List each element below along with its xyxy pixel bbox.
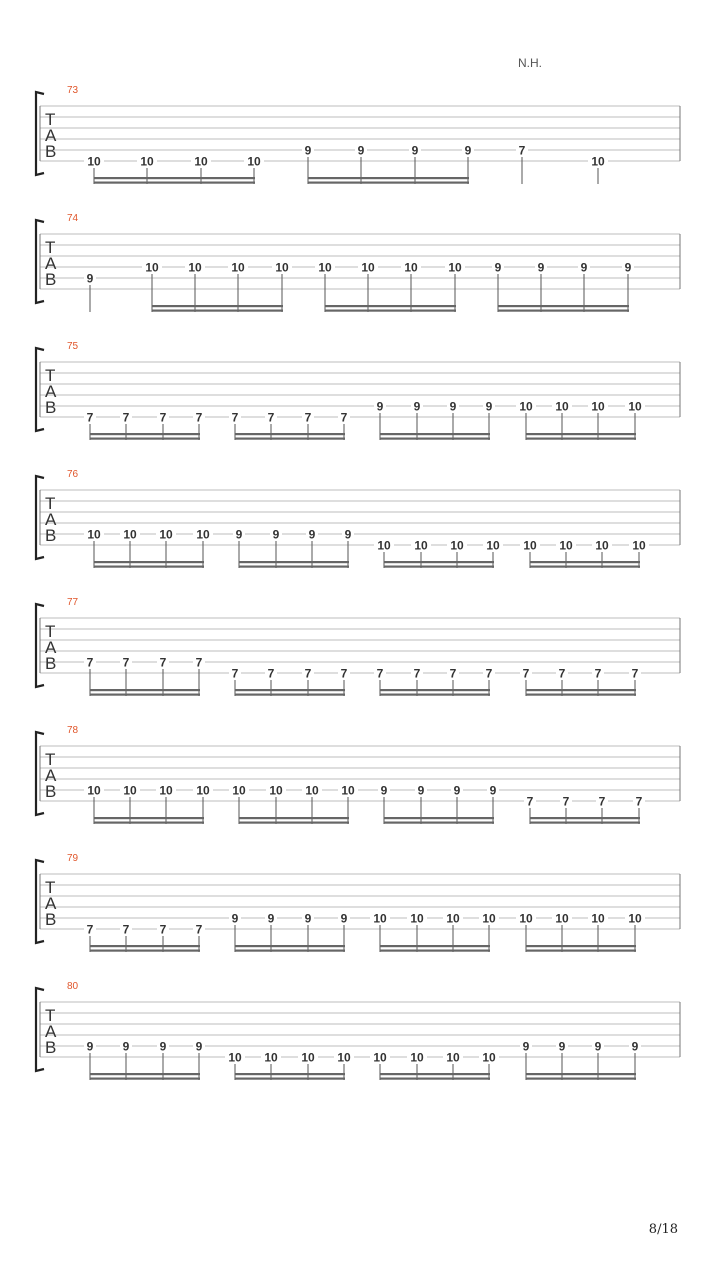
beam [530,566,640,568]
fret-number: 10 [196,527,210,542]
fret-number: 9 [304,143,312,158]
fret-number: 10 [404,260,418,275]
beam [384,561,494,563]
fret-number: 7 [631,666,639,681]
beam [526,433,636,435]
tab-letter-a: A [45,894,57,913]
fret-number: 10 [628,911,642,926]
fret-number: 9 [411,143,419,158]
tab-letter-b: B [45,1038,57,1057]
fret-number: 7 [304,410,312,425]
fret-number: 9 [417,783,425,798]
fret-number: 10 [341,783,355,798]
tab-letter-b: B [45,910,57,929]
beam [380,945,490,947]
beam [380,1078,490,1080]
beam [94,182,255,184]
fret-number: 7 [558,666,566,681]
fret-number: 10 [123,783,137,798]
fret-number: 9 [267,911,275,926]
fret-number: 9 [631,1039,639,1054]
fret-number: 9 [376,399,384,414]
fret-number: 9 [522,1039,530,1054]
fret-number: 7 [526,794,534,809]
beam [90,945,200,947]
measure-number: 80 [67,981,79,992]
beam [384,566,494,568]
tab-system [36,981,680,1080]
tab-letter-b: B [45,654,57,673]
fret-number: 10 [482,911,496,926]
fret-number: 9 [558,1039,566,1054]
fret-number: 10 [188,260,202,275]
fret-number: 10 [591,154,605,169]
fret-number: 7 [340,410,348,425]
fret-number: 9 [231,911,239,926]
natural-harmonic-annotation: N.H. [518,56,542,70]
fret-number: 9 [272,527,280,542]
fret-number: 9 [624,260,632,275]
beam [94,822,204,824]
beam [526,694,636,696]
tab-letter-b: B [45,270,57,289]
tab-letter-t: T [45,238,56,257]
fret-number: 9 [594,1039,602,1054]
fret-number: 10 [632,538,646,553]
fret-number: 9 [489,783,497,798]
beam [526,1078,636,1080]
fret-number: 7 [231,410,239,425]
fret-number: 10 [555,399,569,414]
measure-number: 78 [67,725,79,736]
fret-number: 7 [159,655,167,670]
tab-letter-t: T [45,366,56,385]
fret-number: 10 [275,260,289,275]
beam [239,566,349,568]
fret-number: 9 [344,527,352,542]
tab-letter-a: A [45,510,57,529]
beam [235,438,345,440]
tab-letter-a: A [45,382,57,401]
measure-number: 73 [67,85,79,96]
beam [498,310,629,312]
beam [325,310,456,312]
fret-number: 7 [231,666,239,681]
fret-number: 10 [373,1050,387,1065]
tab-letter-b: B [45,398,57,417]
fret-number: 10 [87,154,101,169]
fret-number: 10 [264,1050,278,1065]
beam [526,1073,636,1075]
tab-letter-t: T [45,622,56,641]
fret-number: 9 [413,399,421,414]
fret-number: 10 [337,1050,351,1065]
fret-number: 10 [410,911,424,926]
beam [235,689,345,691]
beam [308,182,469,184]
fret-number: 7 [485,666,493,681]
tab-system [36,597,680,696]
fret-number: 7 [267,410,275,425]
fret-number: 7 [195,922,203,937]
beam [94,561,204,563]
fret-number: 9 [122,1039,130,1054]
beam [380,433,490,435]
beam [239,561,349,563]
fret-number: 10 [448,260,462,275]
fret-number: 10 [373,911,387,926]
fret-number: 7 [449,666,457,681]
fret-number: 9 [304,911,312,926]
tab-system [36,341,680,440]
beam [235,694,345,696]
fret-number: 10 [361,260,375,275]
fret-number: 7 [304,666,312,681]
tab-system [36,469,680,568]
fret-number: 10 [305,783,319,798]
tab-letter-t: T [45,878,56,897]
fret-number: 9 [485,399,493,414]
tab-letter-b: B [45,526,57,545]
fret-number: 9 [449,399,457,414]
beam [235,1073,345,1075]
beam [526,438,636,440]
fret-number: 7 [635,794,643,809]
fret-number: 9 [494,260,502,275]
beam [498,305,629,307]
fret-number: 9 [357,143,365,158]
fret-number: 10 [318,260,332,275]
beam [526,945,636,947]
fret-number: 7 [267,666,275,681]
beam [380,694,490,696]
tab-letter-t: T [45,750,56,769]
beam [90,438,200,440]
fret-number: 7 [518,143,526,158]
fret-number: 7 [522,666,530,681]
fret-number: 10 [377,538,391,553]
fret-number: 7 [376,666,384,681]
tab-letter-a: A [45,254,57,273]
fret-number: 10 [140,154,154,169]
fret-number: 10 [231,260,245,275]
measure-number: 74 [67,213,79,224]
tab-letter-a: A [45,766,57,785]
fret-number: 10 [194,154,208,169]
fret-number: 10 [269,783,283,798]
fret-number: 7 [86,922,94,937]
fret-number: 7 [86,655,94,670]
fret-number: 9 [159,1039,167,1054]
beam [94,566,204,568]
fret-number: 9 [235,527,243,542]
beam [380,438,490,440]
fret-number: 7 [413,666,421,681]
fret-number: 7 [195,410,203,425]
fret-number: 10 [446,1050,460,1065]
measure-number: 77 [67,597,79,608]
page-number: 8/18 [648,1222,678,1237]
beam [526,950,636,952]
tab-system [36,725,680,824]
fret-number: 9 [380,783,388,798]
fret-number: 10 [123,527,137,542]
measure-number: 79 [67,853,79,864]
beam [384,822,494,824]
fret-number: 9 [340,911,348,926]
beam [235,433,345,435]
beam [90,1078,200,1080]
beam [530,561,640,563]
beam [380,689,490,691]
measure-number: 75 [67,341,79,352]
beam [90,689,200,691]
fret-number: 10 [595,538,609,553]
beam [90,433,200,435]
beam [94,817,204,819]
beam [235,950,345,952]
fret-number: 10 [486,538,500,553]
tab-letter-t: T [45,110,56,129]
beam [526,689,636,691]
fret-number: 7 [122,655,130,670]
fret-number: 10 [482,1050,496,1065]
beam [530,817,640,819]
beam [152,305,283,307]
fret-number: 10 [519,911,533,926]
fret-number: 10 [228,1050,242,1065]
measure-number: 76 [67,469,79,480]
beam [235,1078,345,1080]
fret-number: 9 [453,783,461,798]
tab-system [36,213,680,312]
tab-letter-t: T [45,1006,56,1025]
fret-number: 9 [86,271,94,286]
beam [90,950,200,952]
fret-number: 7 [195,655,203,670]
fret-number: 10 [591,399,605,414]
fret-number: 9 [464,143,472,158]
beam [325,305,456,307]
fret-number: 7 [562,794,570,809]
fret-number: 7 [340,666,348,681]
fret-number: 7 [122,410,130,425]
fret-number: 10 [559,538,573,553]
fret-number: 10 [159,783,173,798]
fret-number: 10 [87,783,101,798]
tab-letter-a: A [45,1022,57,1041]
tab-letter-t: T [45,494,56,513]
fret-number: 9 [580,260,588,275]
fret-number: 10 [145,260,159,275]
beam [152,310,283,312]
fret-number: 10 [591,911,605,926]
tab-system [36,85,680,184]
beam [239,822,349,824]
fret-number: 9 [537,260,545,275]
fret-number: 7 [598,794,606,809]
tab-letter-b: B [45,142,57,161]
fret-number: 10 [410,1050,424,1065]
beam [530,822,640,824]
fret-number: 10 [446,911,460,926]
tab-system [36,853,680,952]
fret-number: 10 [450,538,464,553]
fret-number: 9 [308,527,316,542]
beam [239,817,349,819]
fret-number: 10 [159,527,173,542]
fret-number: 7 [594,666,602,681]
fret-number: 9 [195,1039,203,1054]
fret-number: 10 [523,538,537,553]
beam [235,945,345,947]
fret-number: 10 [519,399,533,414]
fret-number: 9 [86,1039,94,1054]
beam [94,177,255,179]
fret-number: 10 [414,538,428,553]
fret-number: 7 [86,410,94,425]
tab-letter-a: A [45,638,57,657]
fret-number: 10 [301,1050,315,1065]
tab-letter-a: A [45,126,57,145]
beam [380,1073,490,1075]
beam [90,1073,200,1075]
fret-number: 10 [247,154,261,169]
fret-number: 10 [555,911,569,926]
fret-number: 10 [196,783,210,798]
fret-number: 10 [87,527,101,542]
fret-number: 7 [159,410,167,425]
beam [380,950,490,952]
beam [384,817,494,819]
fret-number: 7 [122,922,130,937]
fret-number: 10 [232,783,246,798]
beam [90,694,200,696]
fret-number: 7 [159,922,167,937]
fret-number: 10 [628,399,642,414]
beam [308,177,469,179]
tab-letter-b: B [45,782,57,801]
